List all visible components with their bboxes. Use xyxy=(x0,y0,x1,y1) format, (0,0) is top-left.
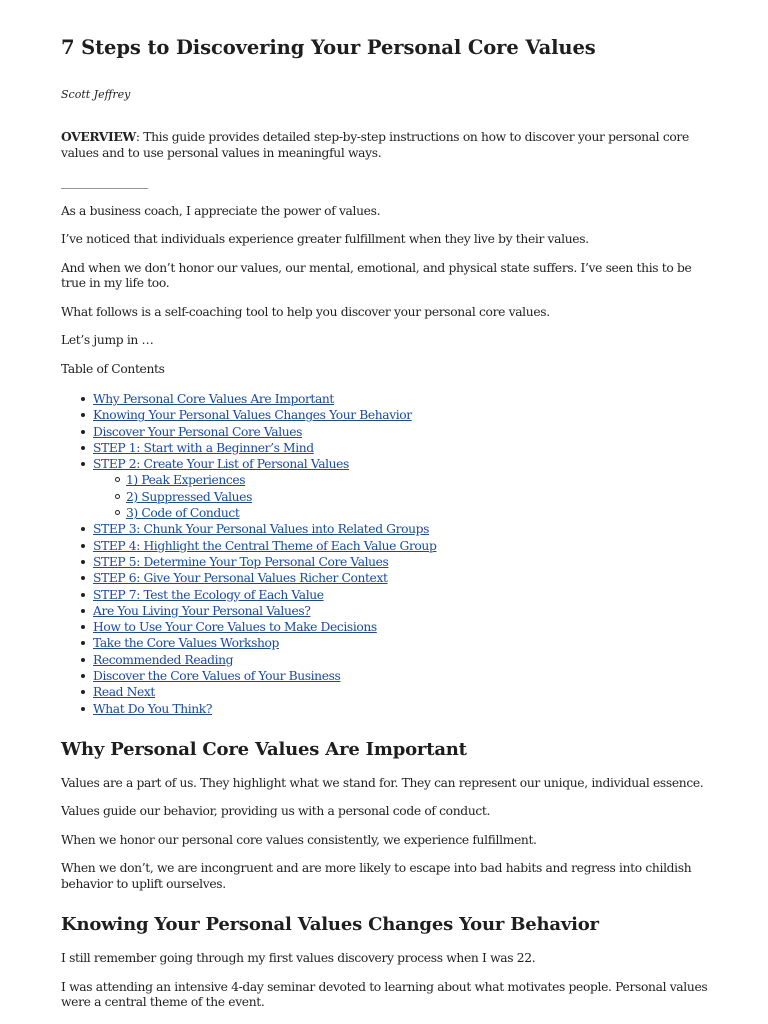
toc-link-step-5[interactable]: STEP 5: Determine Your Top Personal Core Values xyxy=(93,554,389,569)
author-name: Scott Jeffrey xyxy=(61,88,131,101)
toc-item xyxy=(93,391,713,407)
page-title: 7 Steps to Discovering Your Personal Core Values xyxy=(61,36,596,59)
section-paragraph: When we honor our personal core values consistently, we experience fulfillment. xyxy=(61,832,537,847)
toc-link-step-7[interactable]: STEP 7: Test the Ecology of Each Value xyxy=(93,587,324,602)
intro-paragraph: What follows is a self-coaching tool to help you discover your personal core values. xyxy=(61,304,550,319)
toc-link-recommended-reading[interactable]: Recommended Reading xyxy=(93,652,234,667)
toc-item xyxy=(93,701,713,717)
overview-paragraph xyxy=(61,129,713,161)
toc-subitem xyxy=(126,505,713,521)
overview-label: OVERVIEW xyxy=(61,129,136,144)
toc-subitem xyxy=(126,472,713,488)
toc-subitem xyxy=(126,489,713,505)
intro-paragraph: And when we don’t honor our values, our mental, emotional, and physical state suffers. I’ve seen this to be true in my life too. xyxy=(61,260,692,290)
toc-item xyxy=(93,554,713,570)
section-paragraph: Values are a part of us. They highlight what we stand for. They can represent our unique, individual essence. xyxy=(61,775,704,790)
toc-link-workshop[interactable]: Take the Core Values Workshop xyxy=(93,636,280,651)
toc-item xyxy=(93,538,713,554)
toc-item xyxy=(93,570,713,586)
overview-text: : This guide provides detailed step-by-step instructions on how to discover your personal core values and to use personal values in meaningful ways. xyxy=(61,130,689,160)
toc-link-what-do-you-think[interactable]: What Do You Think? xyxy=(93,701,213,716)
toc-link-step-2[interactable]: STEP 2: Create Your List of Personal Values xyxy=(93,457,349,472)
toc-link-code-of-conduct[interactable]: 3) Code of Conduct xyxy=(126,506,240,521)
section-paragraph: Values guide our behavior, providing us with a personal code of conduct. xyxy=(61,804,491,819)
toc-item xyxy=(93,684,713,700)
toc-item xyxy=(93,587,713,603)
toc-item xyxy=(93,603,713,619)
divider-line: _______________ xyxy=(61,175,148,189)
toc-item xyxy=(93,424,713,440)
toc-item xyxy=(93,668,713,684)
toc-item xyxy=(93,619,713,635)
toc-link-step-6[interactable]: STEP 6: Give Your Personal Values Richer Context xyxy=(93,571,388,586)
toc-link-step-1[interactable]: STEP 1: Start with a Beginner’s Mind xyxy=(93,440,314,455)
toc-link-read-next[interactable]: Read Next xyxy=(93,685,155,700)
toc-link-peak-experiences[interactable]: 1) Peak Experiences xyxy=(126,473,246,488)
toc-link-discover-values[interactable]: Discover Your Personal Core Values xyxy=(93,424,303,439)
section-heading: Why Personal Core Values Are Important xyxy=(61,738,467,760)
toc-item xyxy=(93,521,713,537)
intro-paragraph xyxy=(61,333,713,349)
intro-paragraph: As a business coach, I appreciate the power of values. xyxy=(61,203,381,218)
toc-link-business-values[interactable]: Discover the Core Values of Your Business xyxy=(93,669,341,684)
toc-item xyxy=(93,456,713,521)
toc-sublist xyxy=(93,472,713,521)
toc-item xyxy=(93,635,713,651)
toc-link-living-values[interactable]: Are You Living Your Personal Values? xyxy=(93,603,311,618)
toc-link-make-decisions[interactable]: How to Use Your Core Values to Make Decisions xyxy=(93,620,377,635)
toc-link-step-3[interactable]: STEP 3: Chunk Your Personal Values into Related Groups xyxy=(93,522,429,537)
intro-text: Let’s jump in … xyxy=(61,333,154,347)
section-paragraph: When we don’t, we are incongruent and are more likely to escape into bad habits and regress into childish behavior to uplift ourselves. xyxy=(61,861,692,891)
article xyxy=(61,0,713,1011)
toc-item xyxy=(93,407,713,423)
table-of-contents xyxy=(61,391,713,717)
toc-item xyxy=(93,440,713,456)
intro-paragraph: I’ve noticed that individuals experience greater fulfillment when they live by their values. xyxy=(61,232,589,246)
section-paragraph: I still remember going through my first values discovery process when I was 22. xyxy=(61,951,536,966)
toc-item xyxy=(93,652,713,668)
toc-title: Table of Contents xyxy=(61,361,165,376)
toc-link-why-values-important[interactable]: Why Personal Core Values Are Important xyxy=(93,392,334,406)
section-paragraph: I was attending an intensive 4-day seminar devoted to learning about what motivates people. Personal values were a central theme of the event. xyxy=(61,979,708,1010)
toc-link-suppressed-values[interactable]: 2) Suppressed Values xyxy=(126,489,252,504)
toc-link-knowing-values[interactable]: Knowing Your Personal Values Changes Your Behavior xyxy=(93,408,412,423)
toc-link-step-4[interactable]: STEP 4: Highlight the Central Theme of Each Value Group xyxy=(93,538,437,553)
section-heading: Knowing Your Personal Values Changes Your Behavior xyxy=(61,914,599,936)
